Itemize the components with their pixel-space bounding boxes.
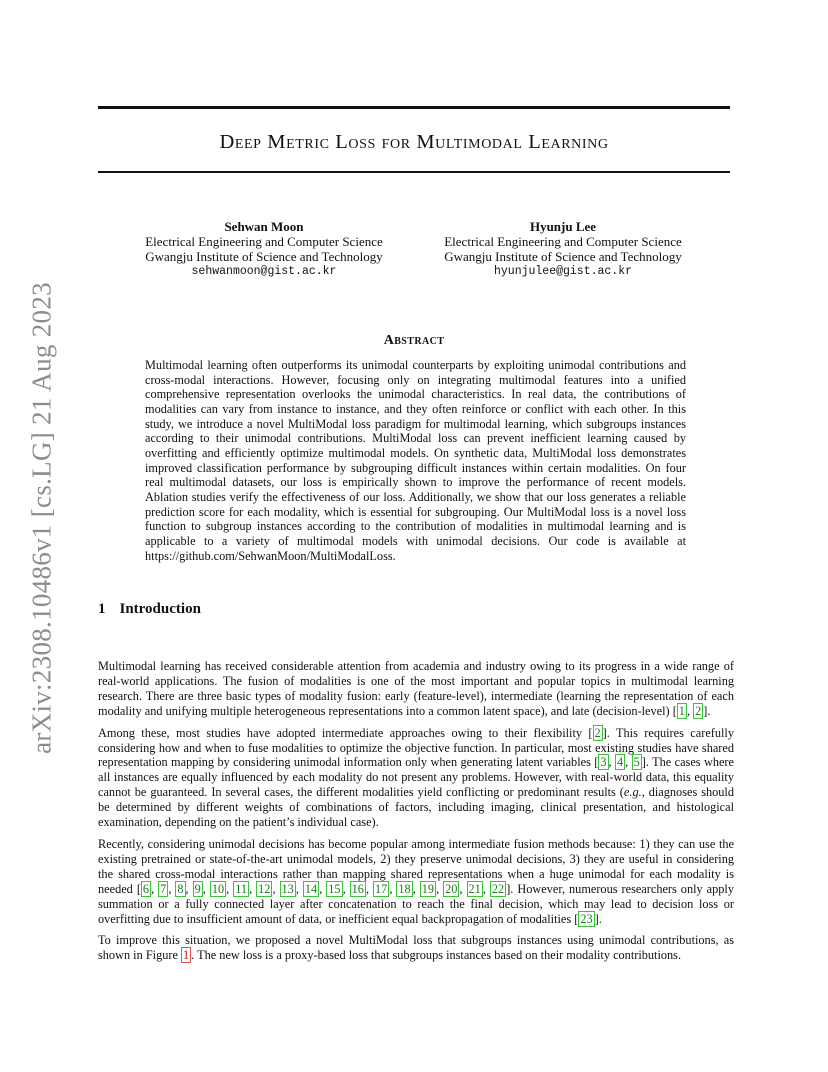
citation-link[interactable]: 1 xyxy=(678,703,685,718)
paragraph-1 xyxy=(98,659,734,719)
citation-link[interactable]: 9 xyxy=(194,881,201,896)
citation-link[interactable]: 8 xyxy=(177,881,184,896)
citation-link[interactable]: 23 xyxy=(580,911,593,926)
citation-link[interactable]: 5 xyxy=(633,755,640,770)
author-block-1 xyxy=(124,219,404,279)
citation-link[interactable]: 22 xyxy=(491,881,505,896)
arxiv-identifier: arXiv:2308.10486v1 [cs.LG] 21 Aug 2023 xyxy=(26,282,57,754)
citation-separator: , xyxy=(686,703,694,718)
paragraph-text: . The new loss is a proxy-based loss that subgroups instances based on their modality contributions. xyxy=(191,948,682,963)
author-email[interactable]: hyunjulee@gist.ac.kr xyxy=(493,265,633,278)
paragraph-text: Among these, most studies have adopted intermediate approaches owing to their flexibility [ xyxy=(98,725,593,740)
author-department: Electrical Engineering and Computer Science xyxy=(145,234,383,249)
title-rule-bottom xyxy=(98,171,730,173)
abstract-heading: Abstract xyxy=(383,333,445,348)
citation-link[interactable]: 21 xyxy=(468,881,481,896)
paragraph-3 xyxy=(98,837,734,926)
citation-link[interactable]: 20 xyxy=(445,881,458,896)
paragraph-text: ]. This requires carefully considering how and when to fuse modalities to optimize the objective function. In particular, most existing studies have shared representation mapping by considering unimodal information only when generating latent variables [ xyxy=(98,725,734,770)
paragraph-text: , diagnoses should be determined by different weights of combinations of factors, including imaging, clinical presentation, and histological examination, depending on the patient’s individual case). xyxy=(98,785,734,830)
author-institution: Gwangju Institute of Science and Technology xyxy=(145,249,383,264)
citation-link[interactable]: 6 xyxy=(142,881,150,896)
paragraph-text: ]. However, numerous researchers only apply summation or a fully connected layer after concatenation to reach the final decision, which may lead to decision loss or overfitting due to insufficient amount of data, or inefficient equal backpropagation of modalities [ xyxy=(98,881,734,926)
section-heading xyxy=(98,601,201,618)
figure-link[interactable]: 1 xyxy=(183,948,190,963)
emphasis-text: e.g. xyxy=(623,785,642,800)
citation-link[interactable]: 7 xyxy=(160,881,167,896)
citation-link[interactable]: 13 xyxy=(281,881,294,896)
author-block-2 xyxy=(423,219,703,279)
paragraph-2: Among these, most studies have adopted intermediate approaches owing to their flexibility [ 2 ]. This requires carefully considering how and when to fuse modalities to optimize the objective function. In particular, most existing studies have shared representation mapping by considering unimodal information only when generating latent variables [ 3 , 4 , 5 ]. The cases where all instances are equally influenced by each modality do not present any problems. However, with real-world data, this equality cannot be guaranteed. In several cases, the different modalities yield conflicting or predominant results (e.g., diagnoses should be determined by different weights of combinations of factors, including imaging, clinical presentation, and histological examination, depending on the patient’s individual case). xyxy=(98,725,734,830)
section-title: Introduction xyxy=(119,601,201,617)
citation-link[interactable]: 2 xyxy=(594,725,601,740)
paper-title: Deep Metric Loss for Multimodal Learning xyxy=(219,131,609,153)
abstract-body: Multimodal learning often outperforms its unimodal counterparts by exploiting unimodal contributions and cross-modal interactions. However, focusing only on integrating multimodal features into a unified comprehensive representation overlooks the unimodal characteristics. In real data, the contributions of modalities can vary from instance to instance, and they often reinforce or conflict with each other. In this study, we introduce a novel MultiModal loss paradigm for multimodal learning, which subgroups instances according to their unimodal contributions. MultiModal loss can prevent inefficient learning caused by overfitting and efficiently optimize multimodal models. On synthetic data, MultiModal loss demonstrates improved classification performance by subgrouping difficult instances within certain modalities. On four real multimodal datasets, our loss is empirically shown to improve the performance of recent models. Ablation studies verify the effectiveness of our loss. Additionally, we show that our loss generates a reliable prediction score for each modality, which is essential for subgrouping. Our MultiModal loss is a novel loss function to subgroup instances according to the contribution of modalities in multimodal learning and is applicable to a variety of multimodal models with unimodal decisions. Our code is available at https://github.com/SehwanMoon/MultiModalLoss. xyxy=(145,358,686,563)
author-institution: Gwangju Institute of Science and Technology xyxy=(444,249,682,264)
paragraph-text: ]. xyxy=(703,703,711,718)
citation-link[interactable]: 11 xyxy=(235,881,248,896)
citation-link[interactable]: 16 xyxy=(351,881,364,896)
citation-link[interactable]: 3 xyxy=(600,755,607,770)
citation-link[interactable]: 12 xyxy=(258,881,271,896)
title-rule-top xyxy=(98,106,730,109)
paragraph-text: Recently, considering unimodal decisions has become popular among intermediate fusion methods because: 1) they can use the existing pretrained or state-of-the-art unimodal models, 2) they preserve unimodal decisions, 3) they are useful in considering the shared cross-modal interactions rather than mapping shared representations when a huge unimodal for each modality is needed [ xyxy=(98,836,734,896)
citation-list: 6 , 7 , 8 , 9 , 10 , 11 , 12 , 13 , 14 , 15 , 16 , 17 , 18 , 19 , 20 , 21 , 22 xyxy=(142,881,505,896)
paragraph-text: Multimodal learning has received considerable attention from academia and industry owing to its progress in a wide range of real-world applications. The fusion of modalities is one of the most important and popular topics in multimodal learning research. There are three basic types of modality fusion: early (feature-level), intermediate (learning the representation of each modality and unifying multiple heterogeneous representations into a common latent space), and late (decision-level) [ xyxy=(98,659,734,718)
author-department: Electrical Engineering and Computer Science xyxy=(444,234,682,249)
author-email[interactable]: sehwanmoon@gist.ac.kr xyxy=(191,265,337,278)
citation-link[interactable]: 2 xyxy=(695,703,702,718)
paragraph-text: ]. The cases where all instances are equally influenced by each modality do not present any problems. However, with real-world data, this equality cannot be guaranteed. In several cases, the different modalities yield conflicting or predominant results ( xyxy=(98,755,734,800)
section-number: 1 xyxy=(98,601,106,617)
citation-link[interactable]: 19 xyxy=(421,881,435,896)
author-name: Hyunju Lee xyxy=(529,219,597,234)
paragraph-text: To improve this situation, we proposed a novel MultiModal loss that subgroups instances using unimodal contributions, as shown in Figure xyxy=(98,933,734,963)
author-name: Sehwan Moon xyxy=(224,219,304,234)
citation-link[interactable]: 17 xyxy=(375,881,388,896)
citation-link[interactable]: 15 xyxy=(328,881,341,896)
paragraph-4 xyxy=(98,933,734,963)
citation-link[interactable]: 10 xyxy=(211,881,225,896)
citation-link[interactable]: 14 xyxy=(304,881,318,896)
paragraph-text: ]. xyxy=(594,911,602,926)
citation-link[interactable]: 4 xyxy=(616,755,624,770)
introduction-body xyxy=(98,659,734,970)
citation-link[interactable]: 18 xyxy=(398,881,411,896)
